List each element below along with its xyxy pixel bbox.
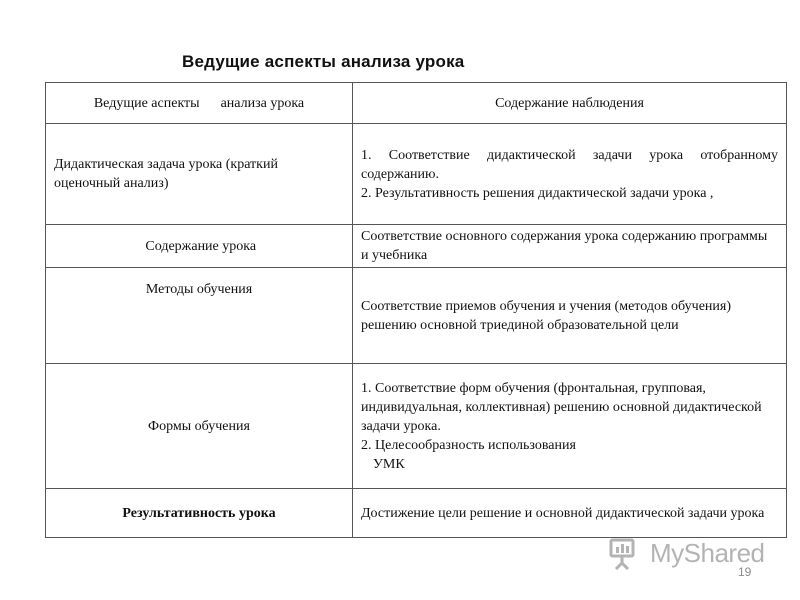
table-row [46,225,787,268]
table-row [46,489,787,538]
aspect-cell: Содержание урока [46,225,353,268]
header-content: Содержание наблюдения [353,83,787,124]
content-cell [353,225,787,268]
content-cell [353,268,787,364]
page-number: 19 [738,565,752,579]
aspect-cell: Формы обучения [46,364,353,489]
content-line: 1. Соответствие дидактической задачи урока отобранному содержанию. [361,147,778,182]
content-cell [353,489,787,538]
aspect-cell: Результативность урока [46,489,353,538]
analysis-table [45,82,787,538]
content-line: 2. Результативность решения дидактической задачи урока , [361,185,714,201]
slide-title: Ведущие аспекты анализа урока [182,52,465,71]
aspect-cell: Методы обучения [46,268,353,364]
table-row [46,268,787,364]
aspect-cell: Дидактическая задача урока (краткий оценочный анализ) [46,124,353,225]
content-line: УМК [373,456,405,472]
content-line: 2. Целесообразность использования [361,437,576,453]
content-line: 1. Соответствие форм обучения (фронтальная, групповая, индивидуальная, коллективная) решению основной дидактической задачи урока. [361,380,762,434]
watermark-text: MyShared [650,538,765,568]
content-cell [353,124,787,225]
table-row [46,364,787,489]
content-line: Соответствие основного содержания урока содержанию программы и учебника [361,229,768,263]
table-header-row [46,83,787,124]
table-row [46,124,787,225]
content-line: Достижение цели решение и основной дидактической задачи урока [361,505,765,521]
content-cell [353,364,787,489]
header-aspects: Ведущие аспекты анализа урока [46,83,353,124]
content-line: Соответствие приемов обучения и учения (методов обучения) решению основной триединой образовательной цели [361,298,731,333]
presentation-chart-icon [606,536,642,570]
